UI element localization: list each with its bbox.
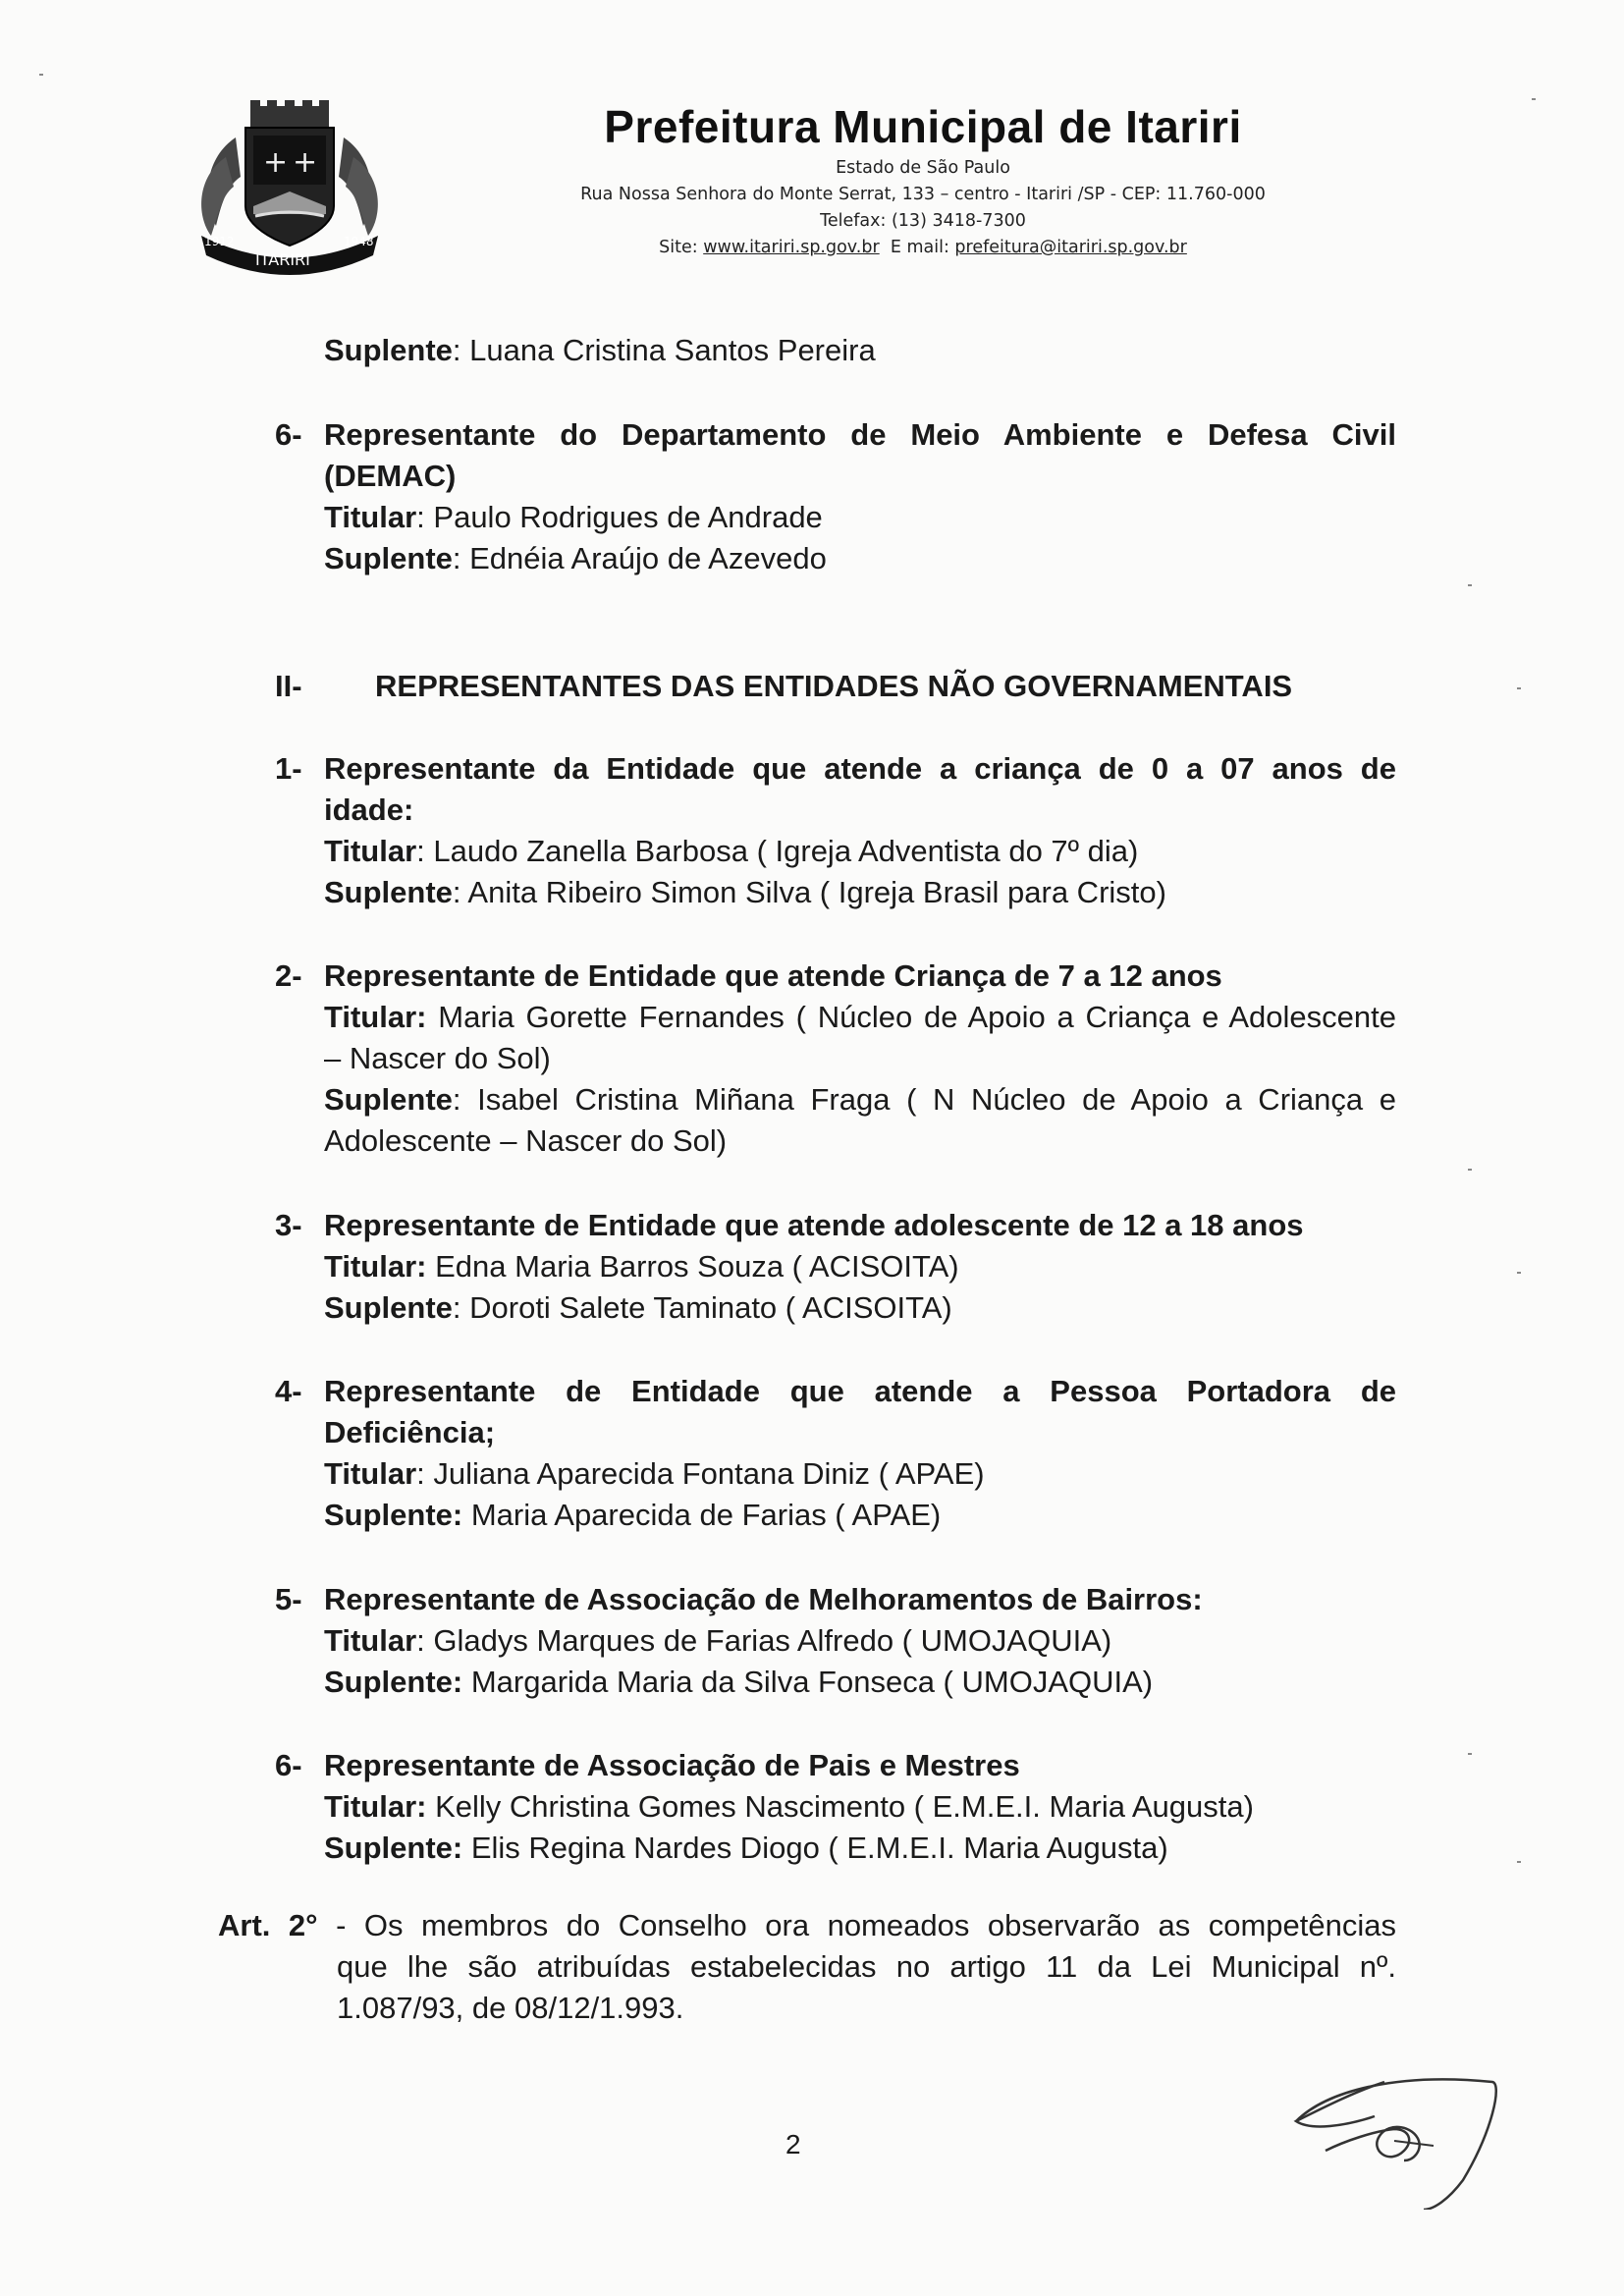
letterhead-phone: Telefax: (13) 3418-7300 (820, 211, 1026, 231)
titular-label: Titular: (324, 1249, 427, 1284)
suplente-line (324, 538, 827, 579)
suplente-name: Elis Regina Nardes Diogo ( E.M.E.I. Maria Augusta) (462, 1831, 1168, 1865)
item-heading: Representante de Entidade que atende Criança de 7 a 12 anos (324, 958, 1222, 993)
suplente-name: Maria Aparecida de Farias ( APAE) (462, 1498, 942, 1532)
suplente-name: : Ednéia Araújo de Azevedo (452, 541, 827, 575)
item-heading-cont: idade: (324, 793, 414, 827)
titular-line (324, 997, 1396, 1038)
item-heading: Representante do Departamento de Meio Ambiente e Defesa Civil (324, 417, 1396, 452)
item-heading-cont: (DEMAC) (324, 459, 457, 493)
suplente-label: Suplente: (324, 1665, 463, 1699)
titular-line-cont: – Nascer do Sol) (324, 1041, 551, 1075)
suplente-line (324, 1662, 1153, 1703)
titular-label: Titular (324, 1456, 417, 1491)
suplente-name: Margarida Maria da Silva Fonseca ( UMOJAQUIA) (462, 1665, 1154, 1699)
article-line (218, 1905, 1396, 1946)
titular-name: : Juliana Aparecida Fontana Diniz ( APAE) (416, 1456, 985, 1491)
titular-label: Titular: (324, 1789, 427, 1824)
site-label: Site: (659, 238, 698, 257)
item-number: 6- (275, 417, 302, 452)
titular-line (324, 1453, 985, 1495)
titular-name: Edna Maria Barros Souza ( ACISOITA) (426, 1249, 959, 1284)
suplente-label: Suplente (324, 333, 453, 367)
titular-line (324, 831, 1138, 872)
titular-name: Kelly Christina Gomes Nascimento ( E.M.E.I. Maria Augusta) (426, 1789, 1254, 1824)
item-heading: Representante de Entidade que atende a Pessoa Portadora de (324, 1374, 1396, 1408)
suplente-label: Suplente: (324, 1831, 463, 1865)
titular-label: Titular (324, 834, 417, 868)
page-number: 2 (785, 2129, 801, 2159)
suplente-line (324, 1828, 1168, 1869)
email-link[interactable]: prefeitura@itariri.sp.gov.br (954, 238, 1187, 257)
site-link[interactable]: www.itariri.sp.gov.br (703, 238, 880, 257)
suplente-label: Suplente (324, 875, 453, 909)
section-number: II- (275, 669, 302, 703)
article-line-end: 1.087/93, de 08/12/1.993. (337, 1991, 684, 2025)
titular-line (324, 1620, 1111, 1662)
letterhead-address: Rua Nossa Senhora do Monte Serrat, 133 – centro - Itariri /SP - CEP: 11.760-000 (580, 185, 1266, 204)
svg-text:+: + (293, 145, 318, 180)
item-number: 2- (275, 958, 302, 993)
suplente-line (324, 1495, 941, 1536)
titular-name: Maria Gorette Fernandes ( Núcleo de Apoio a Criança e Adolescente (426, 1000, 1396, 1034)
suplente-label: Suplente (324, 541, 453, 575)
item-number: 5- (275, 1582, 302, 1616)
suplente-name: : Isabel Cristina Miñana Fraga ( N Núcleo de Apoio a Criança e (452, 1082, 1396, 1117)
item-number: 4- (275, 1374, 302, 1408)
article-text: - Os membros do Conselho ora nomeados observarão as competências (317, 1908, 1396, 1942)
suplente-label: Suplente (324, 1290, 453, 1325)
section-title: REPRESENTANTES DAS ENTIDADES NÃO GOVERNAMENTAIS (375, 669, 1293, 703)
suplente-label: Suplente: (324, 1498, 463, 1532)
suplente-name: : Luana Cristina Santos Pereira (452, 333, 876, 367)
handwritten-signature (1267, 2013, 1522, 2210)
item-number: 1- (275, 751, 302, 786)
suplente-name: : Doroti Salete Taminato ( ACISOITA) (452, 1290, 952, 1325)
item-heading: Representante de Associação de Pais e Mestres (324, 1748, 1020, 1782)
letterhead (550, 98, 1296, 261)
crest-ribbon-text: ITARIRI (255, 250, 310, 269)
municipal-crest-logo (196, 98, 383, 275)
item-heading: Representante de Associação de Melhoramentos de Bairros: (324, 1582, 1203, 1616)
titular-label: Titular (324, 500, 417, 534)
letterhead-state: Estado de São Paulo (836, 158, 1010, 178)
suplente-line (324, 1079, 1396, 1121)
suplente-name: : Anita Ribeiro Simon Silva ( Igreja Brasil para Cristo) (452, 875, 1166, 909)
item-heading-cont: Deficiência; (324, 1415, 496, 1449)
intro-suplente (324, 330, 876, 371)
letterhead-contacts (550, 235, 1296, 261)
email-label: E mail: (890, 238, 949, 257)
item-number: 3- (275, 1208, 302, 1242)
suplente-label: Suplente (324, 1082, 453, 1117)
article-label: Art. 2° (218, 1908, 318, 1942)
titular-name: : Laudo Zanella Barbosa ( Igreja Adventista do 7º dia) (416, 834, 1139, 868)
titular-line (324, 1246, 959, 1287)
suplente-line (324, 1287, 952, 1329)
titular-name: : Gladys Marques de Farias Alfredo ( UMOJAQUIA) (416, 1623, 1112, 1658)
item-number: 6- (275, 1748, 302, 1782)
crest-year-left: 1912 (204, 235, 235, 248)
titular-label: Titular: (324, 1000, 427, 1034)
article-line-cont: que lhe são atribuídas estabelecidas no artigo 11 da Lei Municipal nº. (337, 1949, 1396, 1984)
letterhead-title: Prefeitura Municipal de Itariri (604, 101, 1242, 152)
svg-text:+: + (263, 145, 289, 180)
suplente-line (324, 872, 1166, 913)
titular-label: Titular (324, 1623, 417, 1658)
crest-year-right: 1948 (344, 235, 374, 248)
titular-line (324, 497, 823, 538)
suplente-line-cont: Adolescente – Nascer do Sol) (324, 1123, 728, 1158)
titular-name: : Paulo Rodrigues de Andrade (416, 500, 823, 534)
titular-line (324, 1786, 1254, 1828)
item-heading: Representante da Entidade que atende a criança de 0 a 07 anos de (324, 751, 1396, 786)
item-heading: Representante de Entidade que atende adolescente de 12 a 18 anos (324, 1208, 1304, 1242)
